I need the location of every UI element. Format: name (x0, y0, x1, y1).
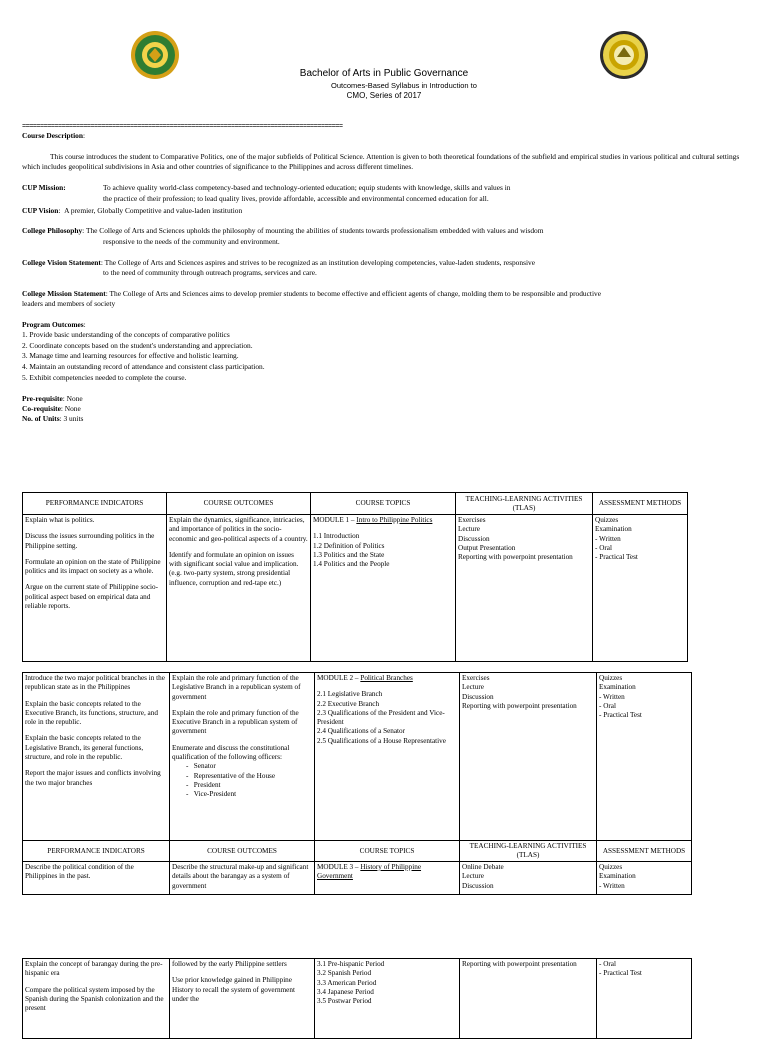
cup-mission-line2: the practice of their profession; to lead quality lives, provide affordable, accessible and environmental concerned education for all. (103, 194, 489, 203)
module3-cont-performance-cell: Explain the concept of barangay during the pre-hispanic era Compare the political system imposed by the Spanish during the Spanish colonization and the present (23, 959, 170, 1039)
officer-item: - Vice-President (186, 790, 237, 799)
header-course-outcomes: COURSE OUTCOMES (167, 493, 311, 515)
module3-assessment-cell: Quizzes Examination - Written (597, 862, 692, 895)
header-tlas: TEACHING-LEARNING ACTIVITIES (TLAS) (460, 841, 597, 862)
module3-cont-topics-cell: 3.1 Pre-hispanic Period 3.2 Spanish Period 3.3 American Period 3.4 Japanese Period 3.5 Postwar Period (315, 959, 460, 1039)
header-course-topics: COURSE TOPICS (315, 841, 460, 862)
module2-outcomes-cell: Explain the role and primary function of the Legislative Branch in a republican system of government Explain the role and primary function of the Executive Branch in a republican system of government Enumerate and discuss the constitutional qualification of the following officers: - Senator - Representative of the House - President - Vice-President (170, 673, 315, 841)
course-description-heading: Course Description: (22, 131, 86, 140)
officer-item: - Senator (186, 762, 216, 771)
cup-vision: CUP Vision: A premier, Globally Competitive and value-laden institution (22, 206, 243, 215)
module3-cont-assessment-cell: - Oral - Practical Test (597, 959, 692, 1039)
program-outcome-1: 1. Provide basic understanding of the concepts of comparative politics (22, 330, 230, 339)
header-assessment-methods: ASSESSMENT METHODS (593, 493, 688, 515)
header-performance-indicators: PERFORMANCE INDICATORS (23, 493, 167, 515)
college-mission-line1: College Mission Statement: The College of Arts and Sciences aims to develop premier students to become effective and efficient agents of change, molding them to be responsible and productive (22, 289, 601, 298)
divider-line: ========================================================================================= (22, 123, 343, 131)
cmo-line: CMO, Series of 2017 (346, 91, 422, 100)
college-vision-line1: College Vision Statement: The College of Arts and Sciences aspires and strives to be recognized as an institution developing competencies, value-laden students, responsive (22, 258, 535, 267)
module1-performance-cell: Explain what is politics. Discuss the issues surrounding politics in the Philippine setting. Formulate an opinion on the state of Philippine politics and its impact on society as a whole. Argue on the current state of Philippine socio-political aspect based on empirical data and reliable reports. (23, 515, 167, 662)
module1-outcomes-cell: Explain the dynamics, significance, intricacies, and importance of politics in the socio-economic and geo-political aspects of a country. Identify and formulate an opinion on issues with significant social value and implication. (e.g. two-party system, strong presidential influence, corruption and red-tape etc.) (167, 515, 311, 662)
program-title: Bachelor of Arts in Public Governance (299, 68, 469, 79)
module3-tlas-cell: Online Debate Lecture Discussion (460, 862, 597, 895)
module3-topics-cell: MODULE 3 – History of Philippine Government (315, 862, 460, 895)
corequisite: Co-requisite: None (22, 404, 81, 413)
syllabus-table-module-3-continued (22, 958, 692, 1039)
cup-mission-label: CUP Mission: (22, 183, 66, 192)
prerequisite: Pre-requisite: None (22, 394, 83, 403)
program-outcome-3: 3. Manage time and learning resources for effective and holistic learning. (22, 351, 239, 360)
program-outcome-5: 5. Exhibit competencies needed to complete the course. (22, 373, 187, 382)
header-course-outcomes: COURSE OUTCOMES (170, 841, 315, 862)
module2-tlas-cell: Exercises Lecture Discussion Reporting with powerpoint presentation (460, 673, 597, 841)
module3-cont-outcomes-cell: followed by the early Philippine settlers Use prior knowledge gained in Philippine History to recall the system of government under the (170, 959, 315, 1039)
syllabus-table-module-2-3 (22, 672, 692, 895)
module1-topics-cell: MODULE 1 – Intro to Philippine Politics 1.1 Introduction 1.2 Definition of Politics 1.3 Politics and the State 1.4 Politics and the People (311, 515, 456, 662)
header-performance-indicators: PERFORMANCE INDICATORS (23, 841, 170, 862)
header-course-topics: COURSE TOPICS (311, 493, 456, 515)
program-outcome-4: 4. Maintain an outstanding record of attendance and consistent class participation. (22, 362, 265, 371)
module2-assessment-cell: Quizzes Examination - Written - Oral - Practical Test (597, 673, 692, 841)
syllabus-table-module-1 (22, 492, 688, 662)
module3-outcomes-cell: Describe the structural make-up and significant details about the barangay as a system of government (170, 862, 315, 895)
college-philosophy-line2: responsive to the needs of the community and environment. (103, 237, 280, 246)
units: No. of Units: 3 units (22, 414, 84, 423)
officer-item: - President (186, 780, 221, 789)
officer-item: - Representative of the House (186, 771, 276, 780)
course-description-text: This course introduces the student to Comparative Politics, one of the major subfields of Political Science. Attention is given to both theoretical foundations of the subfield and empirical studies in various political and cultural settings which includes geopolitical subdivisions in Asia and other countries of significance to the Philippines and across different timelines. (22, 152, 740, 172)
module1-tlas-cell: Exercises Lecture Discussion Output Presentation Reporting with powerpoint presentation (456, 515, 593, 662)
module2-topics-cell: MODULE 2 – Political Branches 2.1 Legislative Branch 2.2 Executive Branch 2.3 Qualifications of the President and Vice-President 2.4 Qualifications of a Senator 2.5 Qualifications of a House Representative (315, 673, 460, 841)
module2-performance-cell: Introduce the two major political branches in the republican state as in the Philippines Explain the basic concepts related to the Executive Branch, its functions, structure, and role in the republic. Explain the basic concepts related to the Legislative Branch, its general functions, structure, and role in the republic. Report the major issues and conflicts involving the two major branches (23, 673, 170, 841)
cup-mission-line1: To achieve quality world-class competency-based and technology-oriented education; equip students with knowledge, skills and values in (103, 183, 511, 192)
college-mission-line2: leaders and members of society (22, 299, 116, 308)
syllabus-subtitle: Outcomes-Based Syllabus in Introduction to (331, 81, 477, 90)
header-assessment-methods: ASSESSMENT METHODS (597, 841, 692, 862)
program-outcome-2: 2. Coordinate concepts based on the student's understanding and appreciation. (22, 341, 253, 350)
module1-assessment-cell: Quizzes Examination - Written - Oral - Practical Test (593, 515, 688, 662)
header-tlas: TEACHING-LEARNING ACTIVITIES (TLAS) (456, 493, 593, 515)
program-outcomes-heading: Program Outcomes: (22, 320, 86, 329)
module3-cont-tlas-cell: Reporting with powerpoint presentation (460, 959, 597, 1039)
college-vision-line2: to the need of community through outreach programs, services and care. (103, 268, 317, 277)
college-philosophy-line1: College Philosophy: The College of Arts and Sciences upholds the philosophy of mounting the abilities of students towards professionalism embedded with values and wisdom (22, 226, 544, 235)
module3-performance-cell: Describe the political condition of the Philippines in the past. (23, 862, 170, 895)
